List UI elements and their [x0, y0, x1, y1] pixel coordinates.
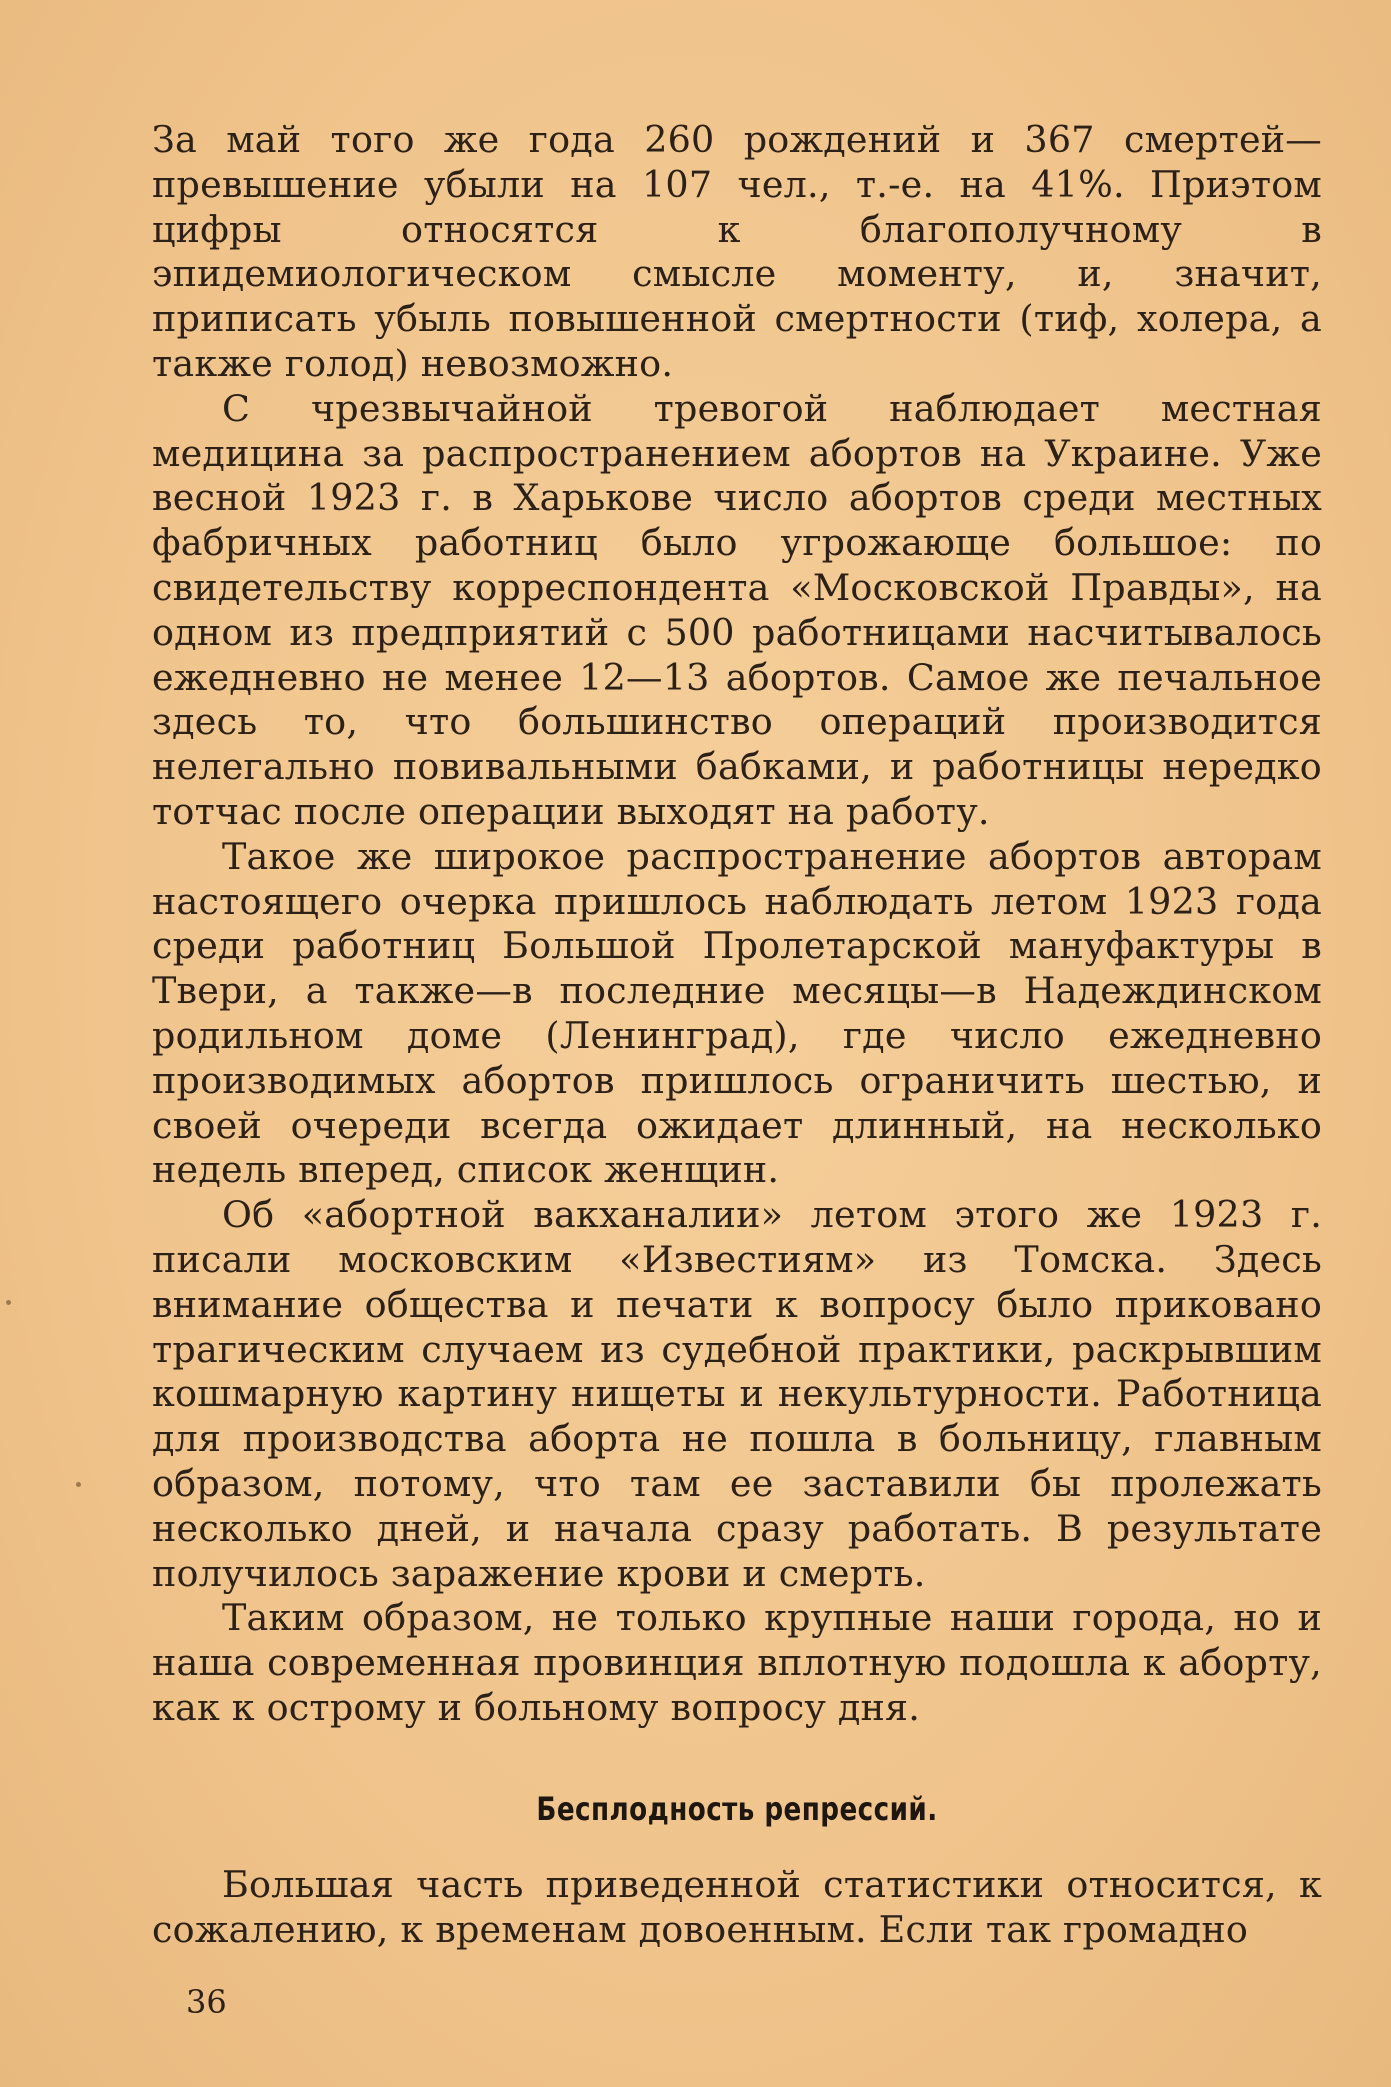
paragraph-2: С чрезвычайной тревогой наблюдает местная медицина за распространением абортов на Украине. Уже весной 1923 г. в Харькове число абортов среди местных фабричных работниц было угрожающе большое: по свидетельству корреспондента «Московской Правды», на одном из предприятий с 500 работницами насчитывалось ежедневно не менее 12—13 абортов. Самое же печальное здесь то, что большинство операций производится нелегально повивальными бабками, и работницы нередко тотчас после операции выходят на работу. — [152, 386, 1322, 833]
paragraph-4: Об «абортной вакханалии» летом этого же 1923 г. писали московским «Известиям» из Томска. Здесь внимание общества и печати к вопросу было приковано трагическим случаем из судебной практики, раскрывшим кошмарную картину нищеты и некультурности. Работница для производства аборта не пошла в больницу, главным образом, потому, что там ее заставили бы пролежать несколько дней, и начала сразу работать. В результате получилось заражение крови и смерть. — [152, 1193, 1322, 1595]
paper-speck — [76, 1482, 81, 1487]
paragraph-1: За май того же года 260 рождений и 367 смертей—превышение убыли на 107 чел., т.-е. на 41%. Приэтом цифры относятся к благополучному в эпидемиологическом смысле моменту, и, значит, приписать убыль повышенной смертности (тиф, холера, а также голод) невозможно. — [152, 118, 1322, 385]
body-text — [152, 118, 1322, 1731]
section-heading: Бесплодность репрессий. — [536, 1790, 938, 1828]
page-number: 36 — [186, 1983, 227, 2021]
paragraph-3: Такое же широкое распространение абортов авторам настоящего очерка пришлось наблюдать летом 1923 года среди работниц Большой Пролетарской мануфактуры в Твери, а также—в последние месяцы—в Надеждинском родильном доме (Ленинград), где число ежедневно производимых абортов пришлось ограничить шестью, и своей очереди всегда ожидает длинный, на несколько недель вперед, список женщин. — [152, 834, 1322, 1192]
paragraph-5: Таким образом, не только крупные наши города, но и наша современная провинция вплотную подошла к аборту, как к острому и больному вопросу дня. — [152, 1596, 1322, 1729]
closing-text — [152, 1863, 1322, 1953]
paper-speck — [6, 1300, 11, 1305]
closing-paragraph: Большая часть приведенной статистики относится, к сожалению, к временам довоенным. Если так громадно — [152, 1863, 1322, 1951]
